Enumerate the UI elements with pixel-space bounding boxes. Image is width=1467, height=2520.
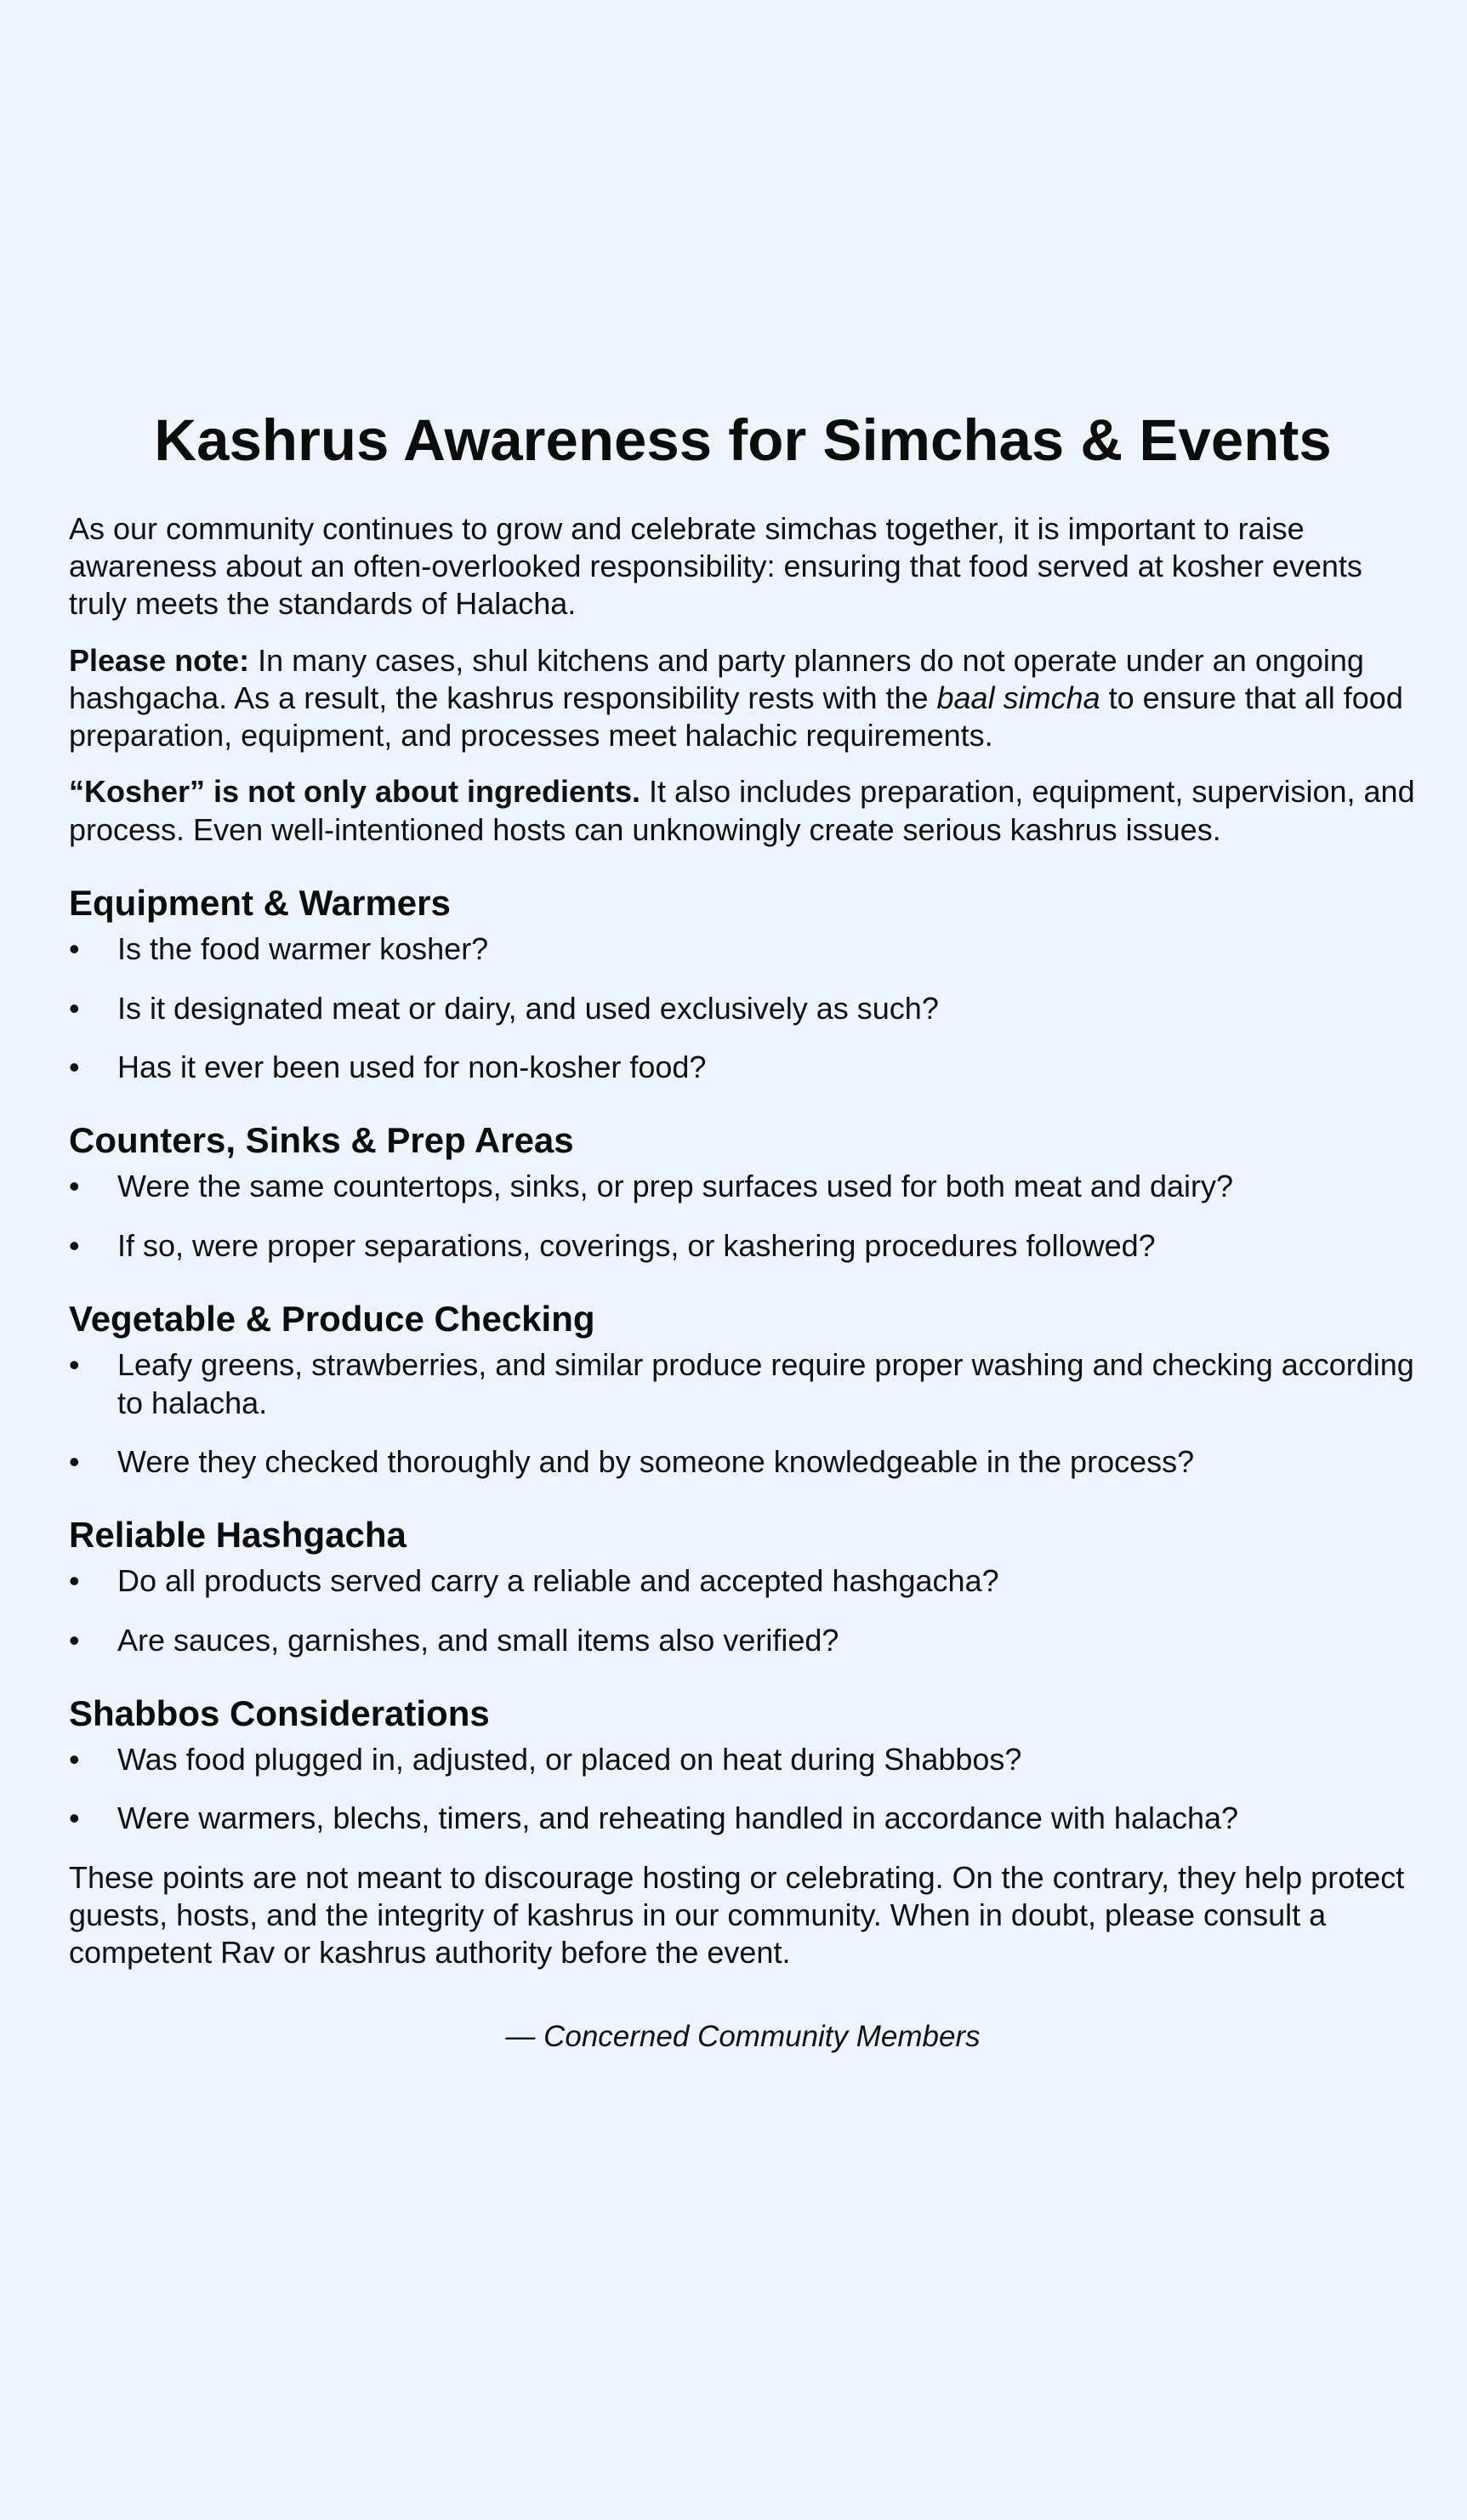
list-item	[69, 930, 1417, 968]
section-list-counters	[69, 1168, 1417, 1265]
bullet-icon: •	[69, 1742, 80, 1778]
list-item-text: Do all products served carry a reliable and accepted hashgacha?	[117, 1563, 999, 1599]
list-item	[69, 1443, 1417, 1481]
kosher-text: It also includes preparation, equipment, supervision, and process. Even well-intentioned hosts can unknowingly create serious kashrus issues.	[69, 774, 1415, 847]
section-heading-counters: Counters, Sinks & Prep Areas	[69, 1120, 574, 1161]
bullet-icon: •	[69, 1443, 80, 1479]
document-content	[69, 408, 1417, 2055]
bullet-icon: •	[69, 1169, 80, 1204]
list-item	[69, 990, 1417, 1027]
section-list-equipment	[69, 930, 1417, 1086]
section-list-shabbos	[69, 1741, 1417, 1838]
section-list-produce	[69, 1346, 1417, 1481]
note-emphasis: baal simcha	[936, 680, 1100, 715]
kosher-label: “Kosher” is not only about ingredients.	[69, 774, 641, 810]
page-title: Kashrus Awareness for Simchas & Events	[154, 407, 1332, 473]
list-item-text: Were warmers, blechs, timers, and reheating handled in accordance with halacha?	[117, 1800, 1239, 1836]
list-item-text: Was food plugged in, adjusted, or placed on heat during Shabbos?	[117, 1742, 1022, 1778]
list-item	[69, 1622, 1417, 1659]
section-heading-equipment: Equipment & Warmers	[69, 883, 451, 924]
list-item	[69, 1049, 1417, 1086]
note-text-after: to ensure that all food preparation, equipment, and processes meet halachic requirements.	[69, 680, 1403, 754]
closing-paragraph: These points are not meant to discourage hosting or celebrating. On the contrary, they help protect guests, hosts, and the integrity of kashrus in our community. When in doubt, please consult a competent Rav or kashrus authority before the event.	[69, 1859, 1405, 1971]
section-heading-produce: Vegetable & Produce Checking	[69, 1298, 595, 1339]
note-text-before: In many cases, shul kitchens and party planners do not operate under an ongoing hashgacha. As a result, the kashrus responsibility rests with the	[69, 642, 1364, 715]
signature: — Concerned Community Members	[505, 2020, 981, 2054]
bullet-icon: •	[69, 1622, 80, 1658]
list-item	[69, 1562, 1417, 1600]
section-heading-hashgacha: Reliable Hashgacha	[69, 1515, 407, 1556]
intro-paragraph: As our community continues to grow and celebrate simchas together, it is important to raise awareness about an often-overlooked responsibility: ensuring that food served at kosher events truly meets the standards of Halacha.	[69, 510, 1362, 622]
bullet-icon: •	[69, 1800, 80, 1836]
list-item-text: Were the same countertops, sinks, or prep surfaces used for both meat and dairy?	[117, 1169, 1234, 1204]
bullet-icon: •	[69, 1227, 80, 1263]
list-item-text: Is the food warmer kosher?	[117, 931, 489, 967]
note-paragraph	[69, 642, 1417, 755]
list-item-text: Has it ever been used for non-kosher food?	[117, 1049, 707, 1084]
list-item-text: Leafy greens, strawberries, and similar produce require proper washing and checking according to halacha.	[117, 1347, 1414, 1420]
kosher-paragraph	[69, 773, 1417, 849]
list-item	[69, 1168, 1417, 1205]
list-item	[69, 1346, 1417, 1422]
bullet-icon: •	[69, 1563, 80, 1599]
list-item	[69, 1741, 1417, 1778]
bullet-icon: •	[69, 990, 80, 1026]
list-item	[69, 1227, 1417, 1265]
list-item	[69, 1800, 1417, 1837]
section-list-hashgacha	[69, 1562, 1417, 1659]
bullet-icon: •	[69, 931, 80, 967]
bullet-icon: •	[69, 1049, 80, 1084]
list-item-text: Were they checked thoroughly and by someone knowledgeable in the process?	[117, 1443, 1195, 1479]
bullet-icon: •	[69, 1347, 80, 1383]
list-item-text: Are sauces, garnishes, and small items also verified?	[117, 1622, 839, 1658]
note-label: Please note:	[69, 642, 250, 678]
list-item-text: Is it designated meat or dairy, and used exclusively as such?	[117, 990, 939, 1026]
section-heading-shabbos: Shabbos Considerations	[69, 1692, 490, 1733]
list-item-text: If so, were proper separations, coverings, or kashering procedures followed?	[117, 1227, 1156, 1263]
